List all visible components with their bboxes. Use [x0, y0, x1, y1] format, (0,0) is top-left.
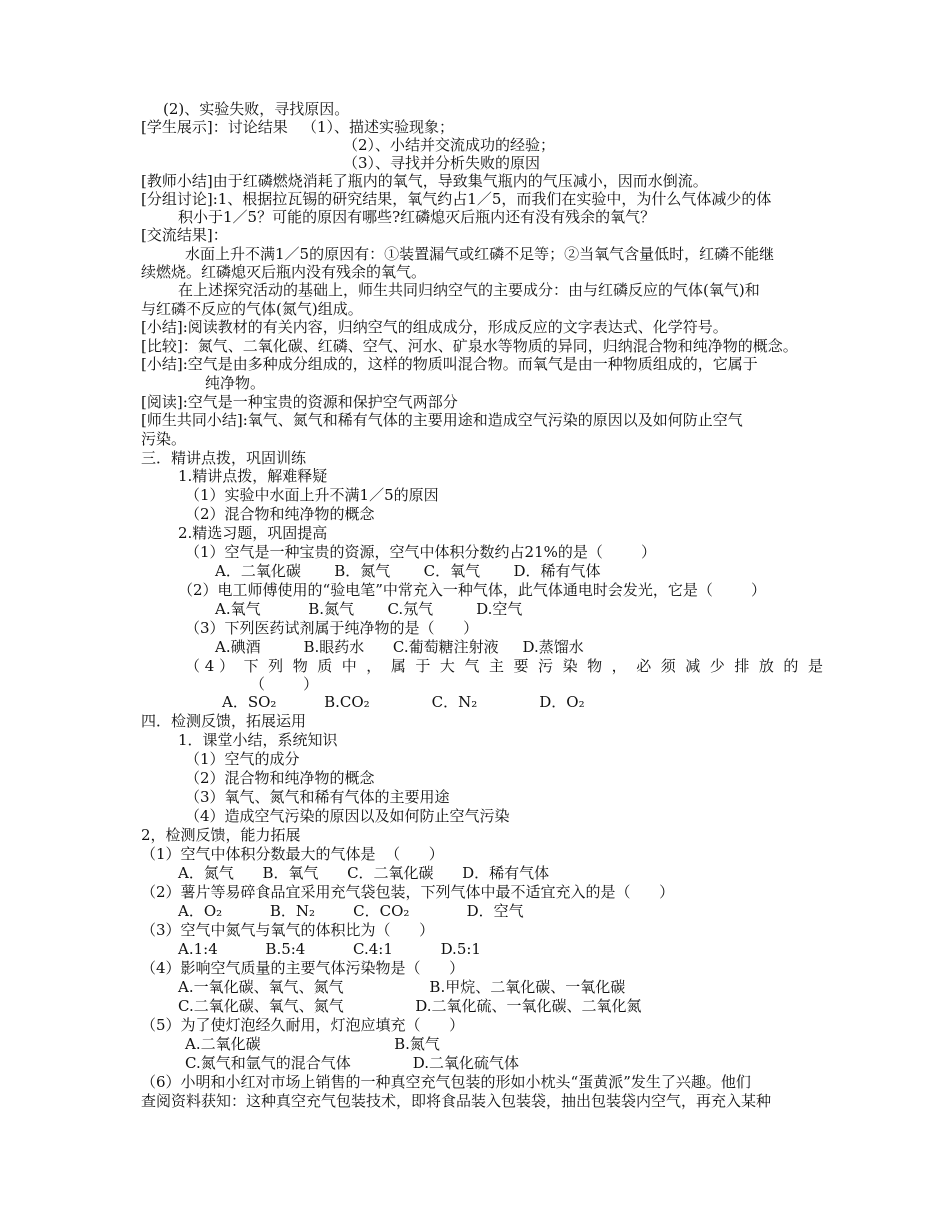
text-line: [比较]：氮气、二氧化碳、红磷、空气、河水、矿泉水等物质的异同，归纳混合物和纯净物的概念。: [141, 337, 798, 355]
text-line: （ ）: [250, 675, 319, 693]
text-line: [师生共同小结]:氧气、氮气和稀有气体的主要用途和造成空气污染的原因以及如何防止空气: [141, 411, 743, 429]
text-line: （2）混合物和纯净物的概念: [185, 505, 375, 523]
text-line: （3）空气中氮气与氧气的体积比为（ ）: [141, 921, 435, 939]
text-line: 污染。: [141, 430, 187, 448]
text-line: [学生展示]：讨论结果 （1）、描述实验现象；: [141, 118, 455, 136]
text-line: [分组讨论]:1、根据拉瓦锡的研究结果，氧气约占1／5，而我们在实验中，为什么气体减少的体: [141, 190, 772, 208]
text-line: （ 4 ） 下 列 物 质 中 ， 属 于 大 气 主 要 污 染 物 ， 必 须 减 少 排 放 的 是: [185, 657, 823, 675]
text-line: （3）下列医药试剂属于纯净物的是（ ）: [185, 619, 479, 637]
text-line: A．O₂ B．N₂ C．CO₂ D．空气: [178, 902, 524, 920]
text-line: 续燃烧。红磷熄灭后瓶内没有残余的氧气。: [141, 263, 427, 281]
text-line: （2）、小结并交流成功的经验；: [343, 136, 556, 154]
text-line: [小结]:阅读教材的有关内容，归纳空气的组成成分，形成反应的文字表达式、化学符号。: [141, 318, 728, 336]
text-line: （1）空气中体积分数最大的气体是 （ ）: [141, 845, 444, 863]
text-line: [阅读]:空气是一种宝贵的资源和保护空气两部分: [141, 393, 458, 411]
text-line: A．二氧化碳 B．氮气 C．氧气 D．稀有气体: [215, 562, 601, 580]
text-line: （1）空气是一种宝贵的资源，空气中体积分数约占21%的是（ ）: [185, 543, 657, 561]
text-line: （1）空气的成分: [185, 750, 300, 768]
text-line: A．氮气 B．氧气 C．二氧化碳 D．稀有气体: [178, 864, 550, 882]
text-line: 1.精讲点拨，解难释疑: [178, 467, 328, 485]
text-line: 与红磷不反应的气体(氮气)组成。: [141, 300, 363, 318]
text-line: 1．课堂小结，系统知识: [178, 731, 338, 749]
text-line: （3）、寻找并分析失败的原因: [343, 154, 541, 172]
text-line: 水面上升不满1／5的原因有：①装置漏气或红磷不足等；②当氧气含量低时，红磷不能继: [185, 245, 775, 263]
text-line: 查阅资料获知：这种真空充气包装技术，即将食品装入包装袋，抽出包装袋内空气，再充入某种: [141, 1092, 772, 1110]
text-line: A．SO₂ B.CO₂ C．N₂ D．O₂: [222, 693, 585, 711]
text-line: （4）造成空气污染的原因以及如何防止空气污染: [185, 807, 510, 825]
text-line: （2）薯片等易碎食品宜采用充气袋包装，下列气体中最不适宜充入的是（ ）: [141, 883, 675, 901]
text-line: 四．检测反馈，拓展运用: [141, 712, 307, 730]
text-line: （2）混合物和纯净物的概念: [185, 769, 375, 787]
text-line: （3）氧气、氮气和稀有气体的主要用途: [185, 788, 450, 806]
text-line: 积小于1／5？可能的原因有哪些?红磷熄灭后瓶内还有没有残余的氧气？: [178, 208, 656, 226]
text-line: C.二氧化碳、氧气、氮气 D.二氧化硫、一氧化碳、二氧化氮: [178, 997, 642, 1015]
text-line: A.氧气 B.氮气 C.氖气 D.空气: [215, 600, 523, 618]
text-line: [教师小结]由于红磷燃烧消耗了瓶内的氧气，导致集气瓶内的气压减小，因而水倒流。: [141, 172, 708, 190]
text-line: 纯净物。: [205, 374, 266, 392]
text-line: 在上述探究活动的基础上，师生共同归纳空气的主要成分：由与红磷反应的气体(氧气)和: [178, 281, 760, 299]
text-line: 三．精讲点拨，巩固训练: [141, 449, 307, 467]
text-line: A.碘酒 B.眼药水 C.葡萄糖注射液 D.蒸馏水: [215, 638, 584, 656]
text-line: C.氮气和氩气的混合气体 D.二氧化硫气体: [185, 1054, 519, 1072]
text-line: [小结]:空气是由多种成分组成的，这样的物质叫混合物。而氧气是由一种物质组成的，它属于: [141, 355, 758, 373]
text-line: （1）实验中水面上升不满1／5的原因: [185, 486, 439, 504]
text-line: 2.精选习题，巩固提高: [178, 524, 328, 542]
text-line: （6）小明和小红对市场上销售的一种真空充气包装的形如小枕头“蛋黄派”发生了兴趣。他们: [141, 1073, 751, 1091]
text-line: (2)、实验失败，寻找原因。: [163, 100, 350, 118]
text-line: [交流结果]：: [141, 226, 228, 244]
text-line: （4）影响空气质量的主要气体污染物是（ ）: [141, 959, 465, 977]
text-line: （2）电工师傅使用的“验电笔”中常充入一种气体，此气体通电时会发光，它是（ ）: [178, 581, 767, 599]
text-line: A.二氧化碳 B.氮气: [185, 1035, 440, 1053]
text-line: A.一氧化碳、氧气、氮气 B.甲烷、二氧化碳、一氧化碳: [178, 978, 626, 996]
text-line: 2，检测反馈，能力拓展: [141, 826, 301, 844]
text-line: A.1:4 B.5:4 C.4:1 D.5:1: [178, 940, 481, 958]
text-line: （5）为了使灯泡经久耐用，灯泡应填充（ ）: [141, 1016, 465, 1034]
